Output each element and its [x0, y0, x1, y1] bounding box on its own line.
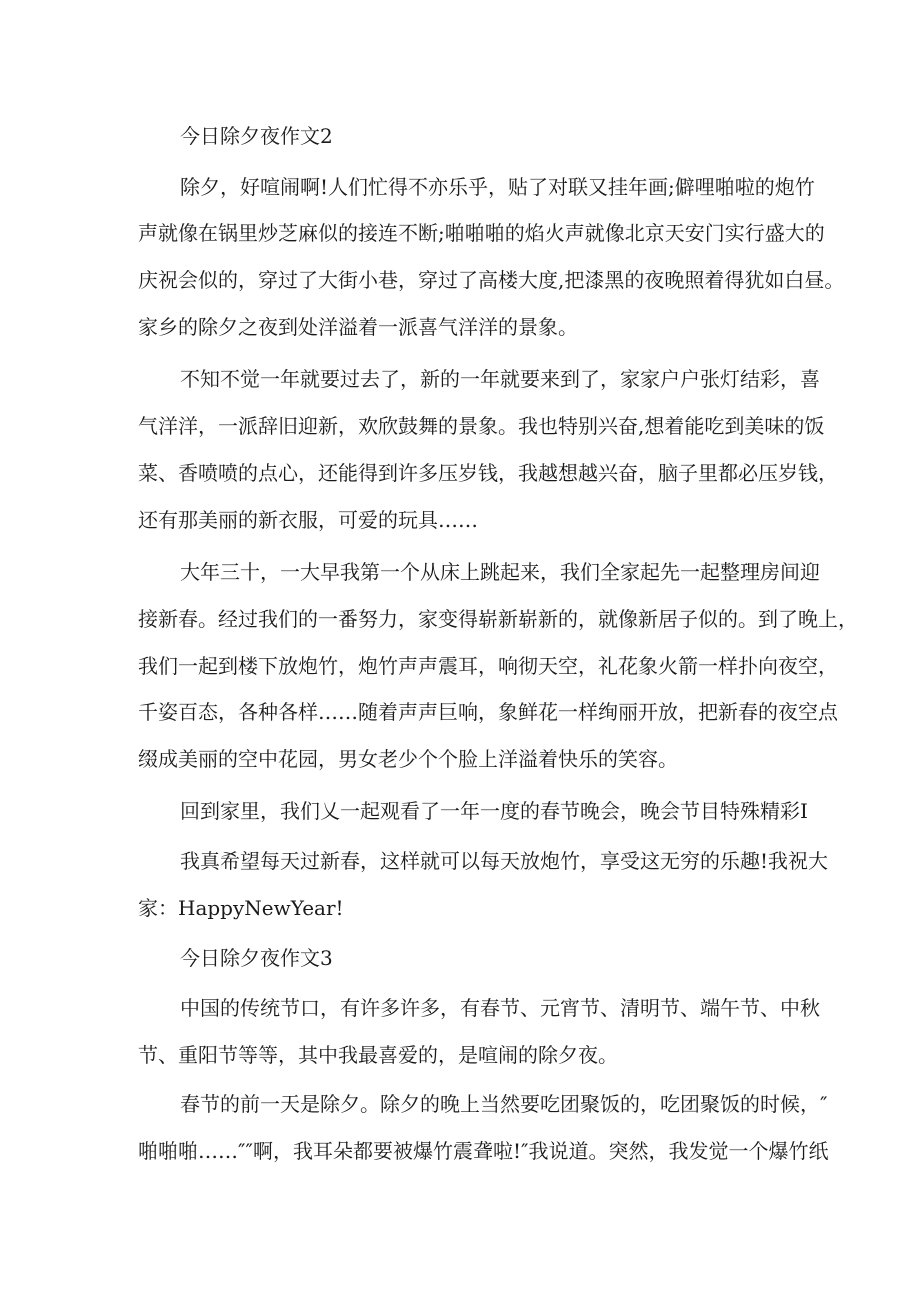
paragraph-line: 气洋洋，一派辞旧迎新，欢欣鼓舞的景象。我也特别兴奋,想着能吃到美味的饭	[138, 414, 825, 438]
paragraph-line: 菜、香喷喷的点心，还能得到许多压岁钱，我越想越兴奋，脑子里都必压岁钱，	[138, 461, 838, 485]
paragraph-line: 我们一起到楼下放炮竹，炮竹声声震耳，响彻天空，礼花象火箭一样扑向夜空，	[138, 654, 838, 678]
paragraph-line: 不知不觉一年就要过去了，新的一年就要来到了，家家户户张灯结彩，喜	[180, 367, 820, 391]
paragraph-line: 中国的传统节口，有许多许多，有春节、元宵节、清明节、端午节、中秋	[180, 996, 820, 1020]
paragraph-line: 大年三十，一大早我第一个从床上跳起来，我们全家起先一起整理房间迎	[180, 560, 820, 584]
paragraph-line: 缀成美丽的空中花园，男女老少个个脸上洋溢着快乐的笑容。	[138, 747, 678, 771]
paragraph-line: 千姿百态，各种各样……随着声声巨响，象鲜花一样绚丽开放，把新春的夜空点	[138, 700, 838, 724]
paragraph-line: 除夕，好喧闹啊!人们忙得不亦乐乎，贴了对联又挂年画;僻哩啪啦的炮竹	[180, 175, 815, 199]
paragraph-line: 接新春。经过我们的一番努力，家变得崭新崭新的，就像新居子似的。到了晚上，	[138, 607, 858, 631]
paragraph-line: 家乡的除夕之夜到处洋溢着一派喜气洋洋的景象。	[138, 315, 578, 339]
paragraph-line: 节、重阳节等等，其中我最喜爱的，是喧闹的除夕夜。	[138, 1043, 618, 1067]
paragraph-line: 庆祝会似的，穿过了大街小巷，穿过了高楼大度,把漆黑的夜晚照着得犹如白昼。	[138, 268, 845, 292]
paragraph-line: 还有那美丽的新衣服，可爱的玩具……	[138, 508, 478, 532]
paragraph-line: 声就像在锅里炒芝麻似的接连不断;啪啪啪的焰火声就像北京天安门实行盛大的	[138, 221, 825, 245]
paragraph-line: 回到家里，我们乂一起观看了一年一度的春节晚会，晚会节目特殊精彩I	[180, 799, 808, 823]
essay-3-title: 今日除夕夜作文3	[180, 946, 333, 970]
paragraph-line: 啪啪啪……″″啊，我耳朵都要被爆竹震聋啦!″我说道。突然，我发觉一个爆竹纸	[138, 1139, 829, 1163]
essay-2-title: 今日除夕夜作文2	[180, 124, 333, 148]
paragraph-line: 春节的前一天是除夕。除夕的晚上当然要吃团聚饭的，吃团聚饭的时候，″	[180, 1092, 828, 1116]
paragraph-line: 家：HappyNewYear!	[138, 896, 344, 920]
paragraph-line: 我真希望每天过新春，这样就可以每天放炮竹，享受这无穷的乐趣!我祝大	[180, 849, 829, 873]
